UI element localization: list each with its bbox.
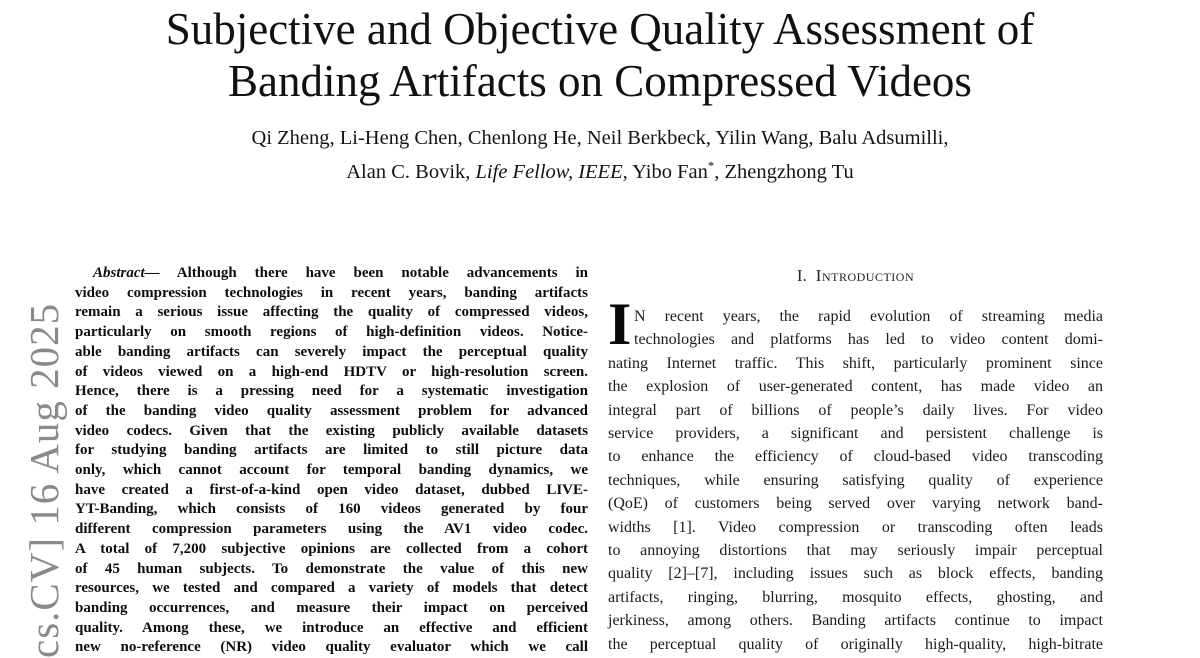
text-line: to annoying distortions that may seriously impair perceptual [608, 542, 1103, 560]
text-line: video codecs. Given that the existing publicly available datasets [75, 422, 588, 439]
paper-title-line-2: Banding Artifacts on Compressed Videos [228, 56, 972, 106]
text-line: of 45 human subjects. To demonstrate the value of this new [75, 560, 588, 577]
text-line: service providers, a significant and persistent challenge is [608, 425, 1103, 443]
authors-line-2 [0, 152, 1200, 186]
abstract-lines [75, 284, 588, 658]
text-line: new no-reference (NR) video quality evaluator which we call [75, 639, 588, 656]
introduction-body [608, 291, 1103, 656]
introduction-heading-number: I. [796, 266, 807, 285]
text-line: technologies and platforms has led to video content domi- [634, 331, 1103, 349]
text-line: particularly on smooth regions of high-definition videos. Notice- [75, 324, 588, 341]
text-line: only, which cannot account for temporal banding dynamics, we [75, 462, 588, 479]
text-line: techniques, while ensuring satisfying quality of experience [608, 471, 1103, 489]
abstract-first-line [75, 264, 588, 284]
text-line: banding occurrences, and measure their impact on perceived [75, 599, 588, 616]
introduction-heading-text: Introduction [815, 266, 915, 285]
introduction-lines [608, 352, 1103, 656]
text-line: of the banding video quality assessment problem for advanced [75, 402, 588, 419]
text-line: jerkiness, among others. Banding artifacts continue to impact [608, 612, 1103, 630]
text-line: to enhance the efficiency of cloud-based video transcoding [608, 448, 1103, 466]
introduction-heading [608, 267, 1103, 284]
text-line: A total of 7,200 subjective opinions are collected from a cohort [75, 540, 588, 557]
text-line: remain a serious issue affecting the quality of compressed videos, [75, 304, 588, 321]
text-line: nating Internet traffic. This shift, particularly prominent since [608, 354, 1103, 372]
abstract-first-line-text: Although there have been notable advancements in [159, 265, 588, 281]
paper-title [0, 3, 1200, 107]
text-line: Hence, there is a pressing need for a systematic investigation [75, 383, 588, 400]
text-line: N recent years, the rapid evolution of streaming media [634, 308, 1103, 325]
text-line: have created a first-of-a-kind open video dataset, dubbed LIVE- [75, 481, 588, 498]
authors-line-1: Qi Zheng, Li-Heng Chen, Chenlong He, Neil Berkbeck, Yilin Wang, Balu Adsumilli, [251, 127, 949, 149]
text-line: quality [2]–[7], including issues such as block effects, banding [608, 565, 1103, 583]
author-list [0, 124, 1200, 186]
abstract-section [75, 264, 588, 658]
text-line: resources, we tested and compared a variety of models that detect [75, 580, 588, 597]
text-line: integral part of billions of people’s daily lives. For video [608, 401, 1103, 419]
text-line: artifacts, ringing, blurring, mosquito effects, ghosting, and [608, 588, 1103, 606]
text-line: the perceptual quality of originally high-quality, high-bitrate [608, 635, 1103, 653]
paper-title-line-1: Subjective and Objective Quality Assessment of [165, 4, 1035, 54]
authors-line-2-post: , Zhengzhong Tu [714, 160, 854, 183]
arxiv-watermark [21, 302, 67, 658]
text-line: different compression parameters using the AV1 video codec. [75, 521, 588, 538]
text-line: of videos viewed on a high-end HDTV or high-resolution screen. [75, 363, 588, 380]
drop-cap: I [608, 291, 632, 357]
authors-ieee-fellow-note: Life Fellow, IEEE [475, 160, 623, 183]
authors-line-2-mid: , Yibo Fan [622, 160, 708, 183]
text-line: for studying banding artifacts are limited to still picture data [75, 442, 588, 459]
text-line: the explosion of user-generated content, has made video an [608, 378, 1103, 396]
text-line: widths [1]. Video compression or transcoding often leads [608, 518, 1103, 536]
introduction-section [608, 267, 1103, 656]
text-line: able banding artifacts can severely impact the perceptual quality [75, 343, 588, 360]
abstract-label: Abstract— [93, 265, 160, 281]
authors-line-2-pre: Alan C. Bovik, [346, 160, 476, 183]
text-line: video compression technologies in recent years, banding artifacts [75, 284, 588, 301]
arxiv-watermark-text: cs.CV] 16 Aug 2025 [21, 302, 67, 658]
text-line: YT-Banding, which consists of 160 videos generated by four [75, 501, 588, 518]
corresponding-author-asterisk: * [707, 159, 715, 173]
text-line: (QoE) of customers being served over varying network band- [608, 495, 1103, 513]
text-line: quality. Among these, we introduce an effective and efficient [75, 619, 588, 636]
